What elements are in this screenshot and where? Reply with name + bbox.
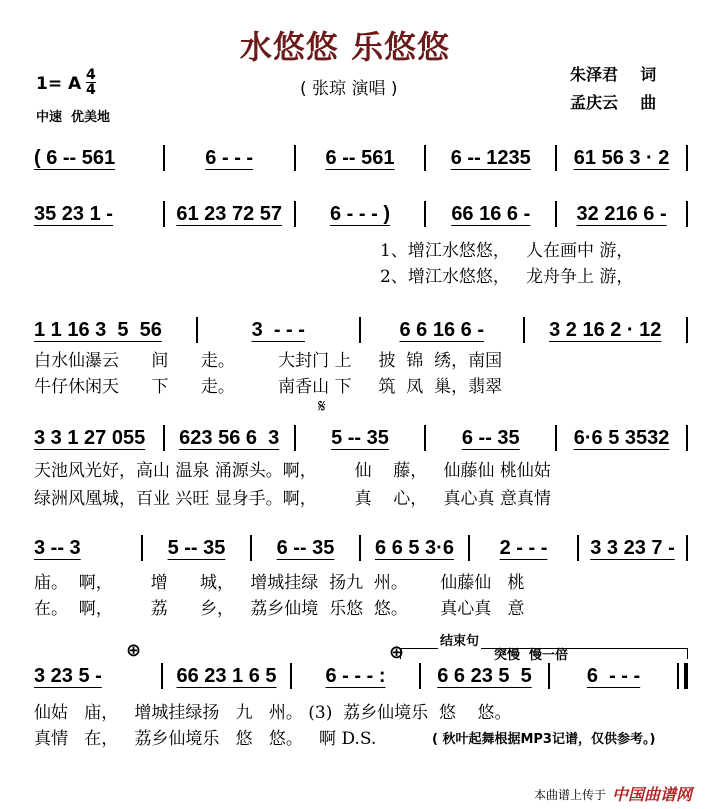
measure: 3 3 23 7 - xyxy=(590,536,675,559)
measure: 5 -- 35 xyxy=(331,426,389,449)
lyric-line: 在。 啊， 荔 乡， 荔乡仙境 乐悠 悠。 真心真 意 xyxy=(34,599,525,619)
coda-sign: ⊕ xyxy=(126,640,142,661)
lyric-line: 天池风光好，高山 温泉 涌源头。啊， 仙 藤， 仙藤仙 桃仙姑 xyxy=(34,461,551,481)
footer-text: 本曲谱上传于 xyxy=(534,788,607,802)
lyric-line: 真情 在， 荔乡仙境乐 悠 悠。 啊 D.S. xyxy=(34,729,377,749)
measure: 623 56 6 3 xyxy=(179,426,280,449)
ending-label: 结束句 xyxy=(438,630,481,649)
key-signature: 1= A xyxy=(36,74,82,94)
measure: 3 3 1 27 055 xyxy=(34,426,146,449)
measure: 6 6 16 6 - xyxy=(399,318,484,341)
bar-line xyxy=(686,425,688,451)
time-signature xyxy=(86,68,96,97)
lyric-line: 2、增江水悠悠， 龙舟争上 游， xyxy=(380,267,634,287)
measure: 6·6 5 3532 xyxy=(573,426,670,449)
lyric-line: 牛仔休闲天 下 走。 南香山 下 筑 凤 巢，翡翠 xyxy=(34,377,503,397)
coda-sign: ⊕ xyxy=(389,642,405,663)
ending-tempo: 突慢 慢一倍 xyxy=(494,648,569,663)
measure: 3 2 16 2 · 12 xyxy=(549,318,662,341)
lyricist: 朱泽君 词 xyxy=(570,65,657,84)
transcription-note: ( 秋叶起舞根据MP3记谱，仅供参考。) xyxy=(432,732,656,747)
measure: 6 - - - xyxy=(205,146,254,169)
measure: 6 - - - ) xyxy=(329,202,390,225)
staff-5 xyxy=(34,534,688,562)
measure: 6 -- 1235 xyxy=(450,146,531,169)
measure: ( 6 -- 561 xyxy=(34,146,116,169)
staff-3 xyxy=(34,316,688,344)
bar-line xyxy=(686,201,688,227)
staff-4 xyxy=(34,424,688,452)
segno-sign: 𝄋 xyxy=(318,396,326,417)
time-top: 4 xyxy=(86,67,96,83)
measure: 3 23 5 - xyxy=(34,664,102,687)
measure: 1 1 16 3 5 56 xyxy=(34,318,162,341)
measure: 3 -- 3 xyxy=(34,536,81,559)
measure: 6 -- 35 xyxy=(276,536,335,559)
lyric-line: 1、增江水悠悠， 人在画中 游， xyxy=(380,241,634,261)
lyric-line: 白水仙瀑云 间 走。 大封门 上 披 锦 绣，南国 xyxy=(34,351,503,371)
lyric-line: 仙姑 庙， 增城挂绿扬 九 州。 (3) 荔乡仙境乐 悠 悠。 xyxy=(34,703,512,723)
measure: 5 -- 35 xyxy=(167,536,226,559)
staff-1 xyxy=(34,144,688,172)
composer: 孟庆云 曲 xyxy=(570,93,657,112)
measure: 6 - - - xyxy=(586,664,641,687)
singer: ( 张琼 演唱 ) xyxy=(300,79,398,99)
measure: 6 -- 561 xyxy=(325,146,395,169)
measure: 35 23 1 - xyxy=(34,202,113,225)
measure: 6 6 5 3·6 xyxy=(375,536,454,559)
tempo-marking: 中速 优美地 xyxy=(36,110,111,125)
lyric-line: 绿洲风凰城，百业 兴旺 显身手。啊， 真 心， 真心真 意真情 xyxy=(34,489,551,509)
measure: 66 23 1 6 5 xyxy=(176,664,277,687)
time-bottom: 4 xyxy=(86,82,96,98)
bar-line xyxy=(686,145,688,171)
measure: 61 56 3 · 2 xyxy=(573,146,670,169)
song-title: 水悠悠 乐悠悠 xyxy=(239,28,451,66)
site-logo[interactable]: 中国曲谱网 xyxy=(612,785,693,804)
bar-line xyxy=(686,535,688,561)
staff-2 xyxy=(34,200,688,228)
bar-line xyxy=(677,663,688,689)
measure: 61 23 72 57 xyxy=(176,202,283,225)
measure: 66 16 6 - xyxy=(451,202,531,225)
measure: 3 - - - xyxy=(251,318,305,341)
measure: 6 -- 35 xyxy=(461,426,520,449)
staff-6 xyxy=(34,662,688,690)
measure: 2 - - - xyxy=(499,536,548,559)
measure: 6 - - - : xyxy=(325,664,386,687)
measure: 6 6 23 5 5 xyxy=(437,664,532,687)
lyric-line: 庙。 啊， 增 城， 增城挂绿 扬九 州。 仙藤仙 桃 xyxy=(34,573,525,593)
measure: 32 216 6 - xyxy=(576,202,667,225)
bar-line xyxy=(686,317,688,343)
